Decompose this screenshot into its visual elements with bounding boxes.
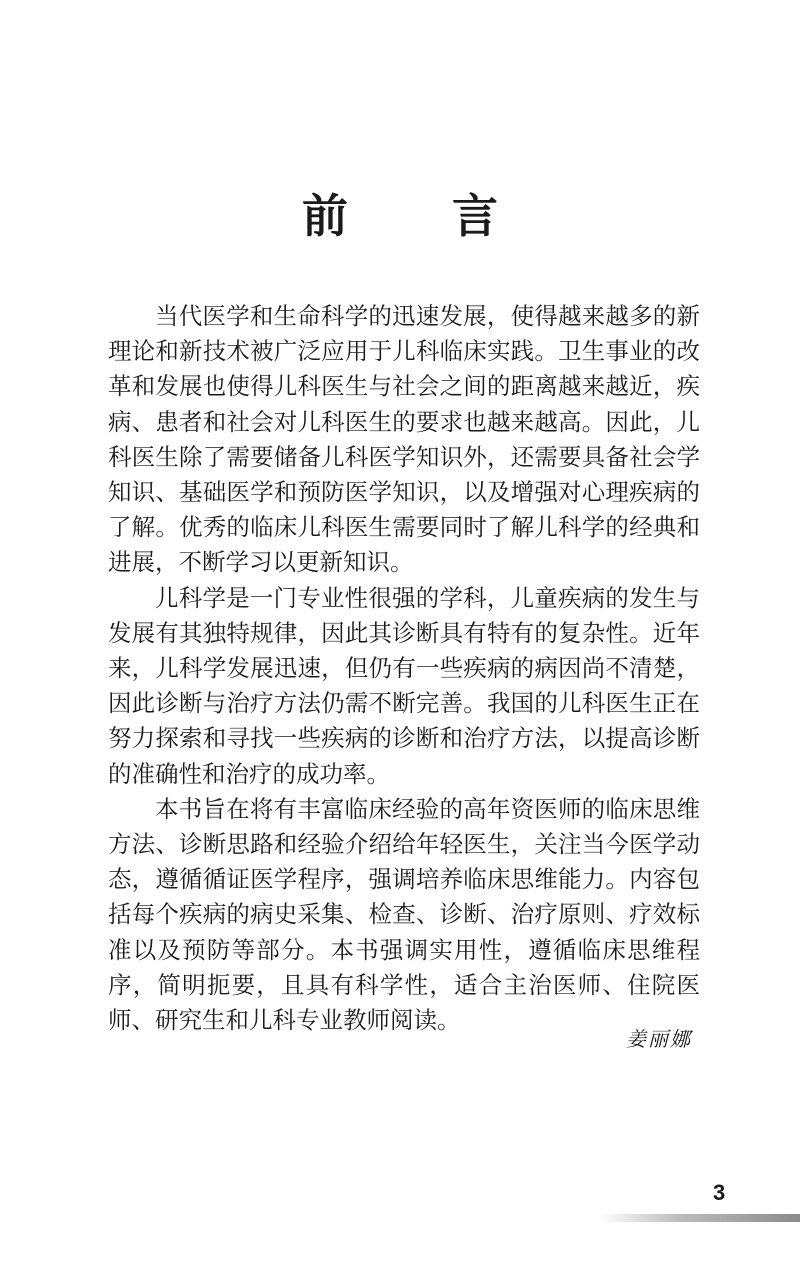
- page-title: 前 言: [301, 189, 542, 243]
- author-signature: 姜丽娜: [626, 1027, 692, 1051]
- page-number: 3: [713, 1180, 726, 1205]
- paragraph-2: 儿科学是一门专业性很强的学科，儿童疾病的发生与发展有其独特规律，因此其诊断具有特有的复杂性。近年来，儿科学发展迅速，但仍有一些疾病的病因尚不清楚，因此诊断与治疗方法仍需不断完善。我国的儿科医生正在努力探索和寻找一些疾病的诊断和治疗方法，以提高诊断的准确性和治疗的成功率。: [108, 583, 700, 788]
- paragraph-1: 当代医学和生命科学的迅速发展，使得越来越多的新理论和新技术被广泛应用于儿科临床实践。卫生事业的改革和发展也使得儿科医生与社会之间的距离越来越近，疾病、患者和社会对儿科医生的要求也越来越高。因此，儿科医生除了需要储备儿科医学知识外，还需要具备社会学知识、基础医学和预防医学知识，以及增强对心理疾病的了解。优秀的临床儿科医生需要同时了解儿科学的经典和进展，不断学习以更新知识。: [108, 302, 700, 577]
- page-number-bar: [598, 1214, 800, 1222]
- paragraph-3: 本书旨在将有丰富临床经验的高年资医师的临床思维方法、诊断思路和经验介绍给年轻医生，关注当今医学动态，遵循循证医学程序，强调培养临床思维能力。内容包括每个疾病的病史采集、检查、诊断、治疗原则、疗效标准以及预防等部分。本书强调实用性，遵循临床思维程序，简明扼要，且具有科学性，适合主治医师、住院医师、研究生和儿科专业教师阅读。: [108, 794, 700, 1035]
- preface-body: [108, 299, 700, 1038]
